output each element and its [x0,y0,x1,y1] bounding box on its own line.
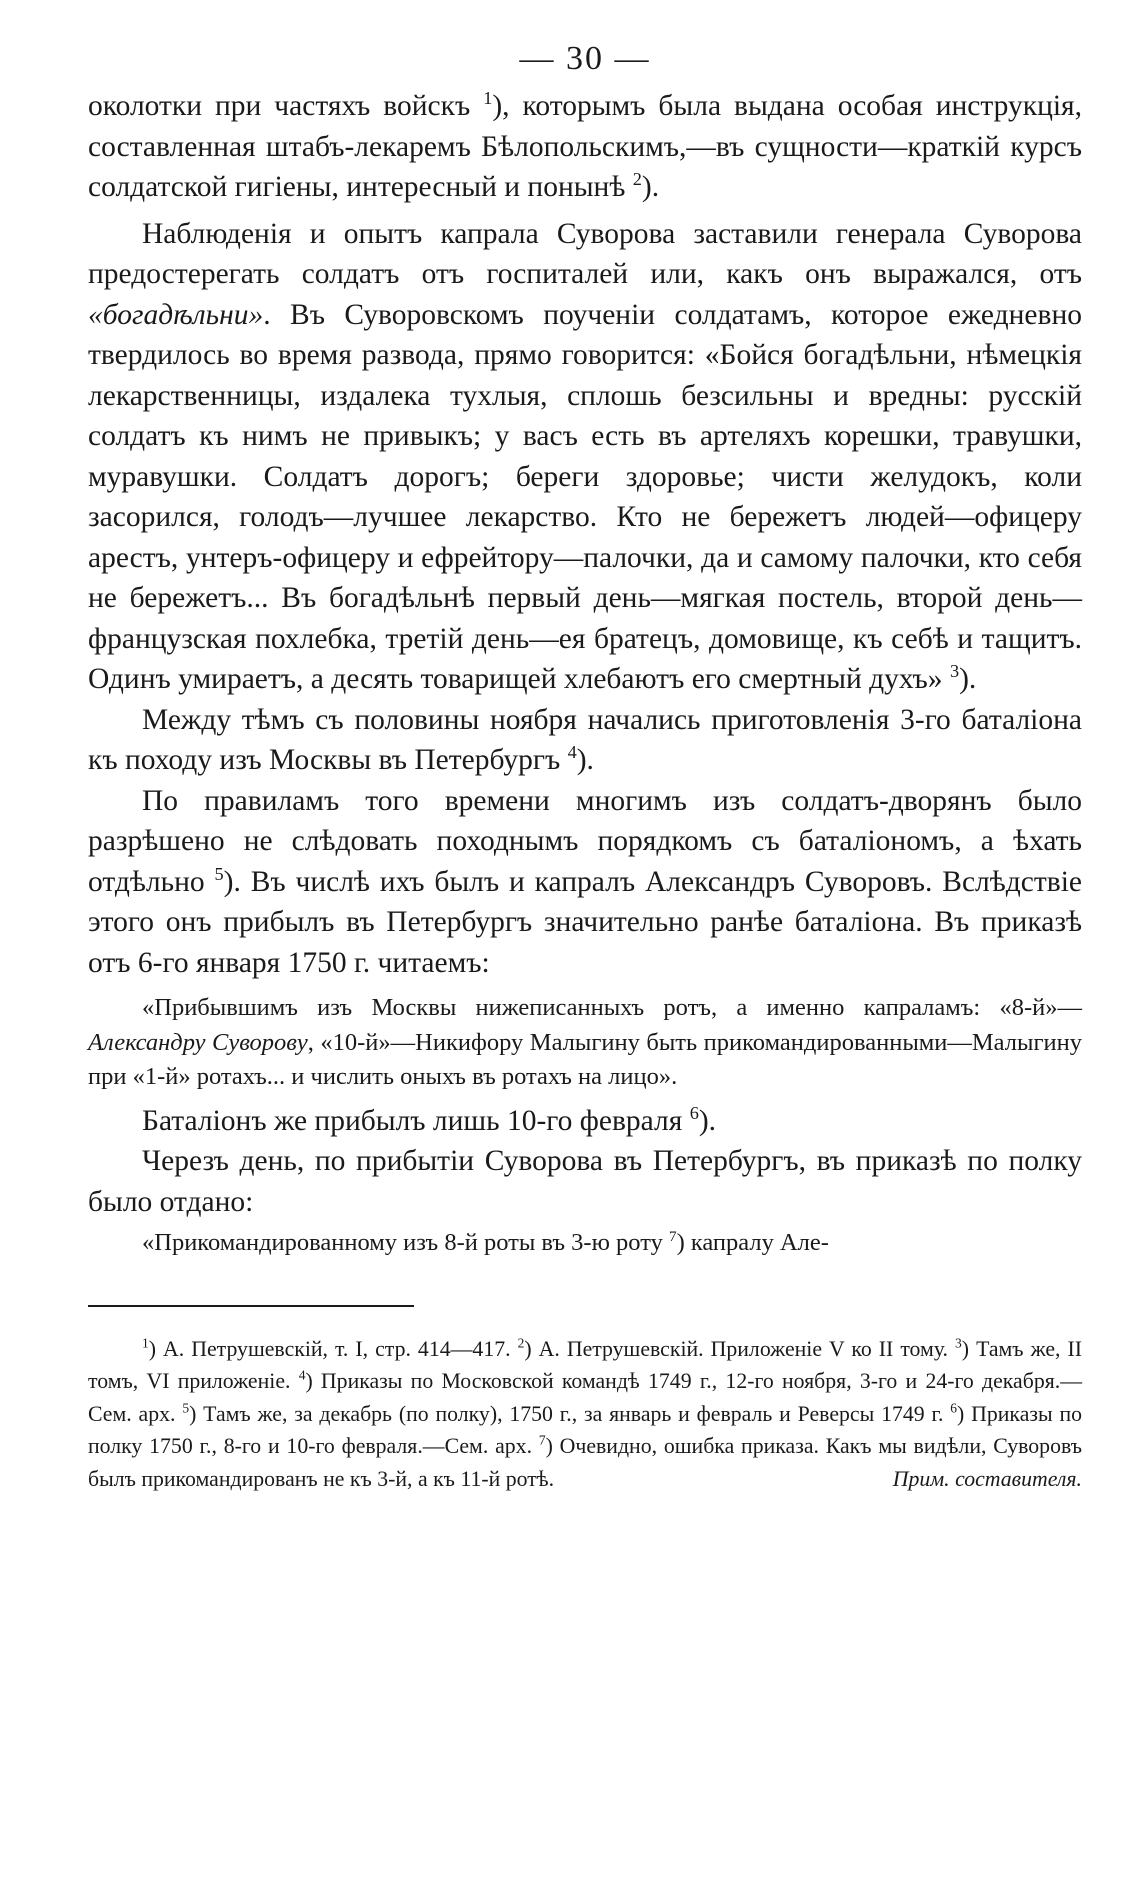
footnote-ref-6: 6 [689,1102,699,1123]
text: , «10-й»—Никифору Малыгину быть прикомандированными—Малыгину при «1-й» ротахъ... и числить оныхъ въ ротахъ на лицо». [88,1028,1082,1090]
footnotes [88,1333,1082,1496]
paragraph-6 [88,1141,1082,1222]
compiler-note-signature: Прим. составителя. [892,1466,1082,1491]
text: Черезъ день, по прибытіи Суворова въ Петербургъ, въ приказѣ по полку было отдано: [88,1145,1082,1218]
quote-1 [88,991,1082,1095]
footnote-6: ) Приказы по полку 1750 г., 8-го и 10-го февраля.—Сем. арх. [88,1401,1083,1458]
emphasis-text: Александру Суворову [88,1028,308,1056]
text: «Прибывшимъ изъ Москвы нижеписанныхъ ротъ, а именно капраламъ: «8-й»— [142,994,1082,1021]
footnote-marker: 1 [142,1335,149,1351]
footnote-3: ) Тамъ же, II томъ, VI приложеніе. [88,1336,1083,1393]
text: околотки при частяхъ войскъ [88,90,471,122]
text: Баталіонъ же прибылъ лишь 10-го февраля [142,1104,683,1137]
footnote-ref-4: 4 [567,742,577,763]
footnote-marker: 7 [538,1432,546,1448]
text: . Въ Суворовскомъ поученіи солдатамъ, которое ежедневно твердилось во время развода, прямо говорится: «Бойся богадѣльни, нѣмецкія лекарственницы, издалека тухлыя, сплошь безсильны и вредны: русскій солдатъ къ нимъ не привыкъ; у васъ есть въ артеляхъ корешки, травушки, муравушки. Солдатъ дорогъ; береги здоровье; чисти желудокъ, коли засорился, голодъ—лучшее лекарство. Кто не бережетъ людей—офицеру арестъ, унтеръ-офицеру и ефрейтору—палочки, да и самому палочки, кто себя не бережетъ... Въ богадѣльнѣ первый день—мягкая постель, второй день—французская похлебка, третій день—ея братецъ, домовище, къ себѣ и тащитъ. Одинъ умираетъ, а десять товарищей хлебаютъ его смертный духъ» [88,298,1082,695]
footnote-2: ) А. Петрушевскій. Приложеніе V ко II тому. [524,1336,949,1361]
footnote-ref-3: 3 [949,661,960,682]
text: «Прикомандированному изъ 8-й роты въ 3-ю роту [142,1229,663,1256]
quote-2 [88,1226,1082,1261]
text: ). [576,744,594,776]
emphasis-text: «богадѣльни» [88,298,264,331]
text: ), которымъ была выдана особая инструкція, составленная штабъ-лекаремъ Бѣлопольскимъ,—въ сущности—краткій курсъ солдатской гигіены, интересный и понынѣ [88,90,1082,203]
footnote-4: ) Приказы по Московской командѣ 1749 г., 12-го ноября, 3-го и 24-го декабря.—Сем. арх. [88,1369,1082,1426]
text: ). [698,1104,717,1137]
paragraph-3 [88,700,1082,781]
paragraph-5 [88,1101,1082,1142]
text: ). Въ числѣ ихъ былъ и капралъ Александръ Суворовъ. Вслѣдствіе этого онъ прибылъ въ Петербургъ значительно ранѣе баталіона. Въ приказѣ отъ 6-го января 1750 г. читаемъ: [88,865,1082,979]
text: ). [641,171,660,203]
paragraph-1 [88,86,1082,208]
paragraph-4 [88,781,1082,984]
footnote-ref-2: 2 [632,169,642,190]
footnote-5: ) Тамъ же, за декабрь (по полку), 1750 г., за январь и февраль и Реверсы 1749 г. [189,1401,944,1426]
footnote-marker: 5 [182,1400,190,1416]
text: ) капралу Але- [676,1229,829,1256]
footnote-marker: 2 [517,1335,525,1351]
footnote-7: ) Очевидно, ошибка приказа. Какъ мы видѣли, Суворовъ былъ прикомандированъ не къ 3-й, а къ 11-й ротѣ. [88,1434,1082,1491]
footnote-divider [88,1305,414,1307]
text: Между тѣмъ съ половины ноября начались приготовленія 3-го баталіона къ походу изъ Москвы въ Петербургъ [88,703,1082,776]
footnote-ref-1: 1 [483,88,493,109]
book-page [88,40,1082,1495]
footnote-marker: 6 [950,1400,958,1416]
text: По правиламъ того времени многимъ изъ солдатъ-дворянъ было разрѣшено не слѣдовать походнымъ порядкомъ съ баталіономъ, а ѣхать отдѣльно [88,784,1082,898]
paragraph-2 [88,214,1082,700]
footnote-marker: 4 [298,1367,306,1383]
text: ). [959,663,977,695]
footnote-ref-7: 7 [668,1227,677,1245]
page-number: — 30 — [519,40,651,77]
footnote-1: ) А. Петрушевскій, т. I, стр. 414—417. [148,1336,511,1361]
text: Наблюденія и опытъ капрала Суворова заставили генерала Суворова предостерегать солдатъ отъ госпиталей или, какъ онъ выражался, отъ [88,217,1082,290]
footnote-marker: 3 [955,1335,962,1351]
footnote-ref-5: 5 [214,863,224,884]
